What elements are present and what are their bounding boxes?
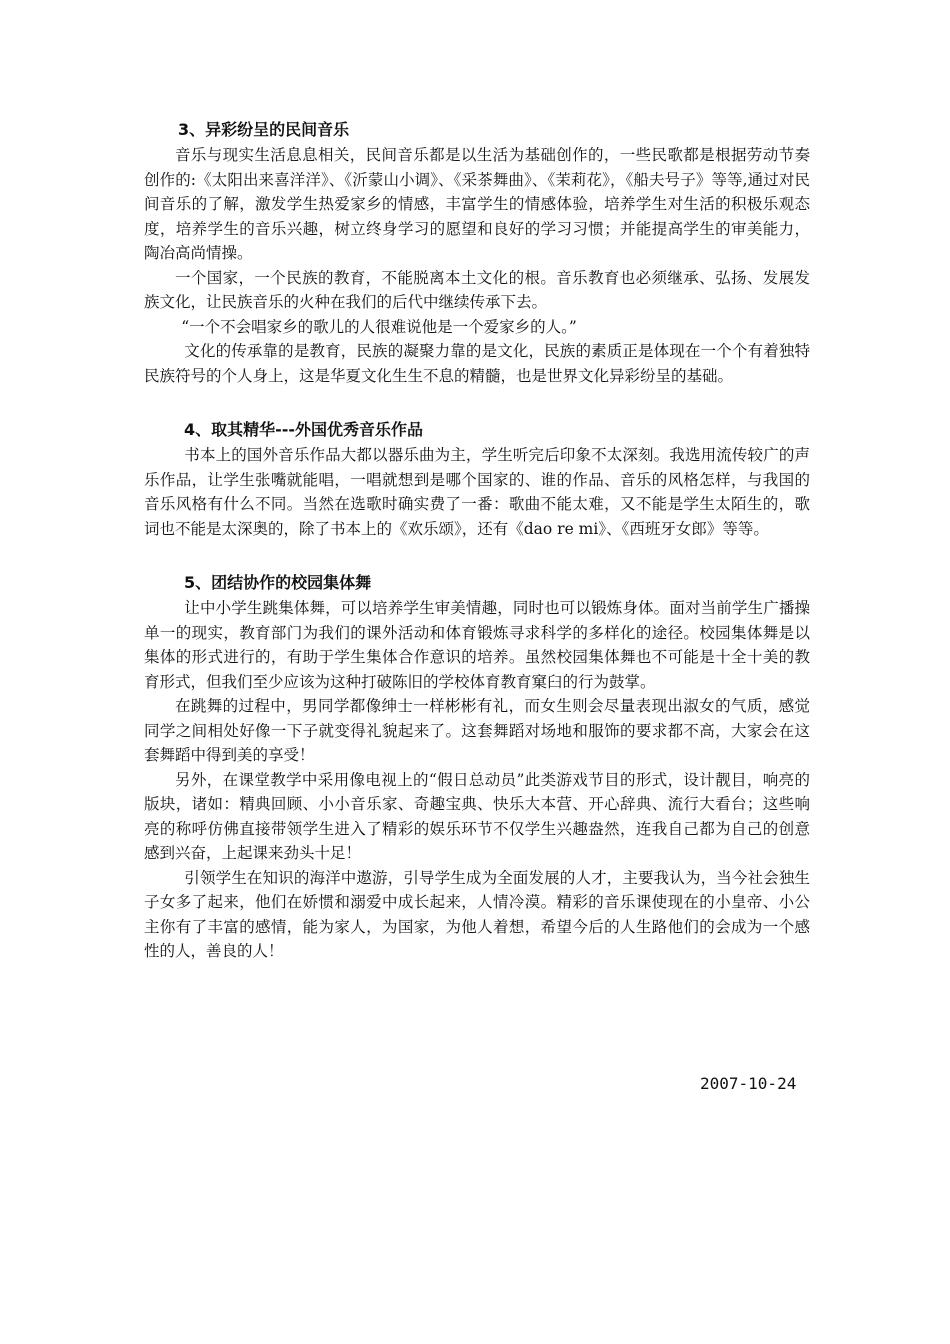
section-campus-dance bbox=[144, 571, 810, 964]
paragraph: 音乐与现实生活息息相关，民间音乐都是以生活为基础创作的，一些民歌都是根据劳动节奏创作的:《太阳出来喜洋洋》、《沂蒙山小调》、《采茶舞曲》、《茉莉花》，《船夫号子》等等,通过对民间音乐的了解，激发学生热爱家乡的情感，丰富学生的情感体验，培养学生对生活的积极乐观态度，培养学生的音乐兴趣，树立终身学习的愿望和良好的学习习惯；并能提高学生的审美能力，陶冶高尚情操。 bbox=[144, 146, 810, 262]
document-date: 2007-10-24 bbox=[700, 1074, 797, 1093]
paragraph: 书本上的国外音乐作品大都以器乐曲为主，学生听完后印象不太深刻。我选用流传较广的声乐作品，让学生张嘴就能唱，一唱就想到是哪个国家的、谁的作品、音乐的风格怎样，与我国的音乐风格有什么不同。当然在选歌时确实费了一番：歌曲不能太难，又不能是学生太陌生的，歌词也不能是太深奥的，除了书本上的《欢乐颂》，还有《dao re mi》、《西班牙女郎》等等。 bbox=[144, 446, 810, 538]
section-foreign-music bbox=[144, 418, 810, 541]
paragraph: 一个国家，一个民族的教育，不能脱离本土文化的根。音乐教育也必须继承、弘扬、发展发族文化，让民族音乐的火种在我们的后代中继续传承下去。 bbox=[144, 268, 810, 311]
section-heading: 5、团结协作的校园集体舞 bbox=[184, 573, 372, 592]
document-body bbox=[144, 118, 810, 964]
paragraph: 让中小学生跳集体舞，可以培养学生审美情趣，同时也可以锻炼身体。面对当前学生广播操单一的现实，教育部门为我们的课外活动和体育锻炼寻求科学的多样化的途径。校园集体舞是以集体的形式进行的，有助于学生集体合作意识的培养。虽然校园集体舞也不可能是十全十美的教育形式，但我们至少应该为这种打破陈旧的学校体育教育窠臼的行为鼓掌。 bbox=[144, 599, 810, 691]
paragraph: 另外，在课堂教学中采用像电视上的“假日总动员”此类游戏节目的形式，设计靓目，响亮的版块，诸如：精典回顾、小小音乐家、奇趣宝典、快乐大本营、开心辞典、流行大看台；这些响亮的称呼仿佛直接带领学生进入了精彩的娱乐环节不仅学生兴趣盎然，连我自己都为自己的创意感到兴奋，上起课来劲头十足！ bbox=[144, 770, 810, 862]
paragraph: 文化的传承靠的是教育，民族的凝聚力靠的是文化，民族的素质正是体现在一个个有着独特民族符号的个人身上，这是华夏文化生生不息的精髓，也是世界文化异彩纷呈的基础。 bbox=[144, 342, 810, 385]
section-heading: 3、异彩纷呈的民间音乐 bbox=[178, 120, 350, 139]
paragraph: 在跳舞的过程中，男同学都像绅士一样彬彬有礼，而女生则会尽量表现出淑女的气质，感觉同学之间相处好像一下子就变得礼貌起来了。这套舞蹈对场地和服饰的要求都不高，大家会在这套舞蹈中得到美的享受！ bbox=[144, 697, 810, 764]
section-folk-music bbox=[144, 118, 810, 388]
section-heading: 4、取其精华---外国优秀音乐作品 bbox=[184, 420, 424, 439]
quote-paragraph: “一个不会唱家乡的歌儿的人很难说他是一个爱家乡的人。” bbox=[181, 317, 577, 336]
paragraph: 引领学生在知识的海洋中遨游，引导学生成为全面发展的人才，主要我认为，当今社会独生子女多了起来，他们在娇惯和溺爱中成长起来，人情冷漠。精彩的音乐课使现在的小皇帝、小公主你有了丰富的感情，能为家人，为国家，为他人着想，希望今后的人生路他们的会成为一个感性的人，善良的人！ bbox=[144, 868, 810, 960]
